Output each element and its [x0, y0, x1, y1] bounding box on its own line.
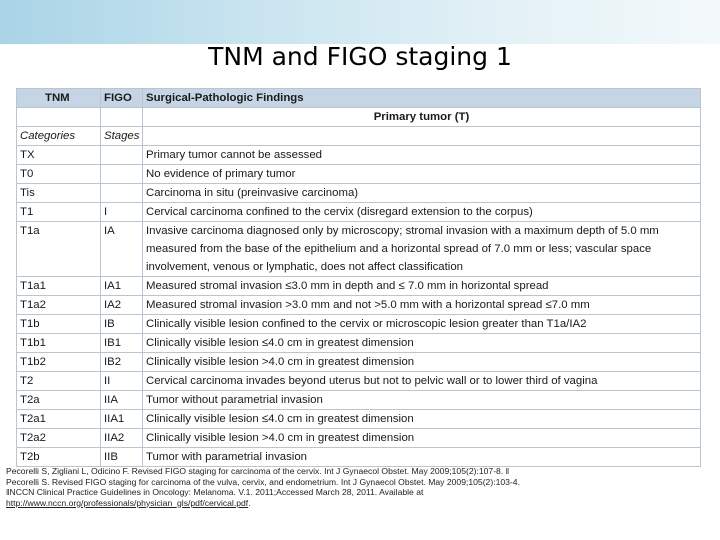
categories-empty — [143, 127, 701, 146]
finding-cell: Clinically visible lesion >4.0 cm in greatest dimension — [143, 429, 701, 448]
finding-cell: Tumor with parametrial invasion — [143, 448, 701, 467]
references — [6, 466, 716, 508]
figo-cell: IA — [101, 222, 143, 277]
figo-cell — [101, 146, 143, 165]
reference-3: ‖NCCN Clinical Practice Guidelines in Oncology: Melanoma. V.1. 2011;Accessed March 28, 2011. Available at — [6, 487, 424, 497]
header-tnm: TNM — [17, 89, 101, 108]
tnm-cell: T1b1 — [17, 334, 101, 353]
table-row — [17, 334, 701, 353]
tnm-cell: Tis — [17, 184, 101, 203]
table-row — [17, 315, 701, 334]
tnm-cell: TX — [17, 146, 101, 165]
slide-title: TNM and FIGO staging 1 — [208, 42, 512, 71]
section-empty-1 — [17, 108, 101, 127]
table-row — [17, 277, 701, 296]
finding-cell: No evidence of primary tumor — [143, 165, 701, 184]
figo-cell: II — [101, 372, 143, 391]
figo-cell: IA1 — [101, 277, 143, 296]
figo-cell: IB2 — [101, 353, 143, 372]
finding-cell: Clinically visible lesion >4.0 cm in greatest dimension — [143, 353, 701, 372]
section-row — [17, 108, 701, 127]
table-row — [17, 184, 701, 203]
section-empty-2 — [101, 108, 143, 127]
reference-2: Pecorelli S. Revised FIGO staging for carcinoma of the vulva, cervix, and endometrium. Int J Gynaecol Obstet. May 2009;105(2):103-4. — [6, 476, 520, 487]
staging-table — [16, 88, 701, 467]
figo-cell: IIB — [101, 448, 143, 467]
reference-1: Pecorelli S, Zigliani L, Odicino F. Revised FIGO staging for carcinoma of the cervix. Int J Gynaecol Obstet. May 2009;105(2):107-8. ‖ — [6, 466, 510, 476]
table-row — [17, 222, 701, 277]
tnm-cell: T1a1 — [17, 277, 101, 296]
tnm-cell: T2b — [17, 448, 101, 467]
table-row — [17, 410, 701, 429]
tnm-cell: T2a1 — [17, 410, 101, 429]
tnm-cell: T1 — [17, 203, 101, 222]
finding-cell: Clinically visible lesion confined to the cervix or microscopic lesion greater than T1a/IA2 — [143, 315, 701, 334]
finding-cell: Measured stromal invasion >3.0 mm and not >5.0 mm with a horizontal spread ≤7.0 mm — [143, 296, 701, 315]
finding-cell: Cervical carcinoma invades beyond uterus but not to pelvic wall or to lower third of vagina — [143, 372, 701, 391]
tnm-cell: T1a — [17, 222, 101, 277]
categories-label: Categories — [17, 127, 101, 146]
figo-cell: I — [101, 203, 143, 222]
figo-cell: IB — [101, 315, 143, 334]
table-header-row — [17, 89, 701, 108]
figo-cell: IIA2 — [101, 429, 143, 448]
header-findings: Surgical-Pathologic Findings — [143, 89, 701, 108]
table-row — [17, 146, 701, 165]
table-row — [17, 448, 701, 467]
finding-cell: Tumor without parametrial invasion — [143, 391, 701, 410]
tnm-cell: T0 — [17, 165, 101, 184]
finding-cell: Measured stromal invasion ≤3.0 mm in depth and ≤ 7.0 mm in horizontal spread — [143, 277, 701, 296]
table-row — [17, 391, 701, 410]
tnm-cell: T1b — [17, 315, 101, 334]
finding-cell: Carcinoma in situ (preinvasive carcinoma) — [143, 184, 701, 203]
section-title: Primary tumor (T) — [143, 108, 701, 127]
tnm-cell: T2a2 — [17, 429, 101, 448]
figo-cell — [101, 184, 143, 203]
tnm-cell: T1b2 — [17, 353, 101, 372]
finding-cell: Clinically visible lesion ≤4.0 cm in greatest dimension — [143, 334, 701, 353]
header-figo: FIGO — [101, 89, 143, 108]
tnm-cell: T2 — [17, 372, 101, 391]
figo-cell: IB1 — [101, 334, 143, 353]
tnm-cell: T2a — [17, 391, 101, 410]
finding-cell: Invasive carcinoma diagnosed only by microscopy; stromal invasion with a maximum depth of 5.0 mm measured from the base of the epithelium and a horizontal spread of 7.0 mm or less; vascular space involvement, venous or lymphatic, does not affect classification — [143, 222, 701, 277]
table-row — [17, 296, 701, 315]
table-row — [17, 429, 701, 448]
reference-link-suffix: . — [248, 497, 251, 508]
stages-label: Stages — [101, 127, 143, 146]
reference-link[interactable]: http://www.nccn.org/professionals/physician_gls/pdf/cervical.pdf — [6, 497, 249, 508]
table-row — [17, 165, 701, 184]
categories-row — [17, 127, 701, 146]
figo-cell — [101, 165, 143, 184]
figo-cell: IIA1 — [101, 410, 143, 429]
figo-cell: IIA — [101, 391, 143, 410]
title-banner — [0, 0, 720, 44]
staging-table-container — [16, 88, 700, 465]
table-row — [17, 353, 701, 372]
tnm-cell: T1a2 — [17, 296, 101, 315]
table-row — [17, 372, 701, 391]
table-row — [17, 203, 701, 222]
figo-cell: IA2 — [101, 296, 143, 315]
finding-cell: Clinically visible lesion ≤4.0 cm in greatest dimension — [143, 410, 701, 429]
finding-cell: Cervical carcinoma confined to the cervix (disregard extension to the corpus) — [143, 203, 701, 222]
reference-link-line — [6, 498, 716, 509]
finding-cell: Primary tumor cannot be assessed — [143, 146, 701, 165]
